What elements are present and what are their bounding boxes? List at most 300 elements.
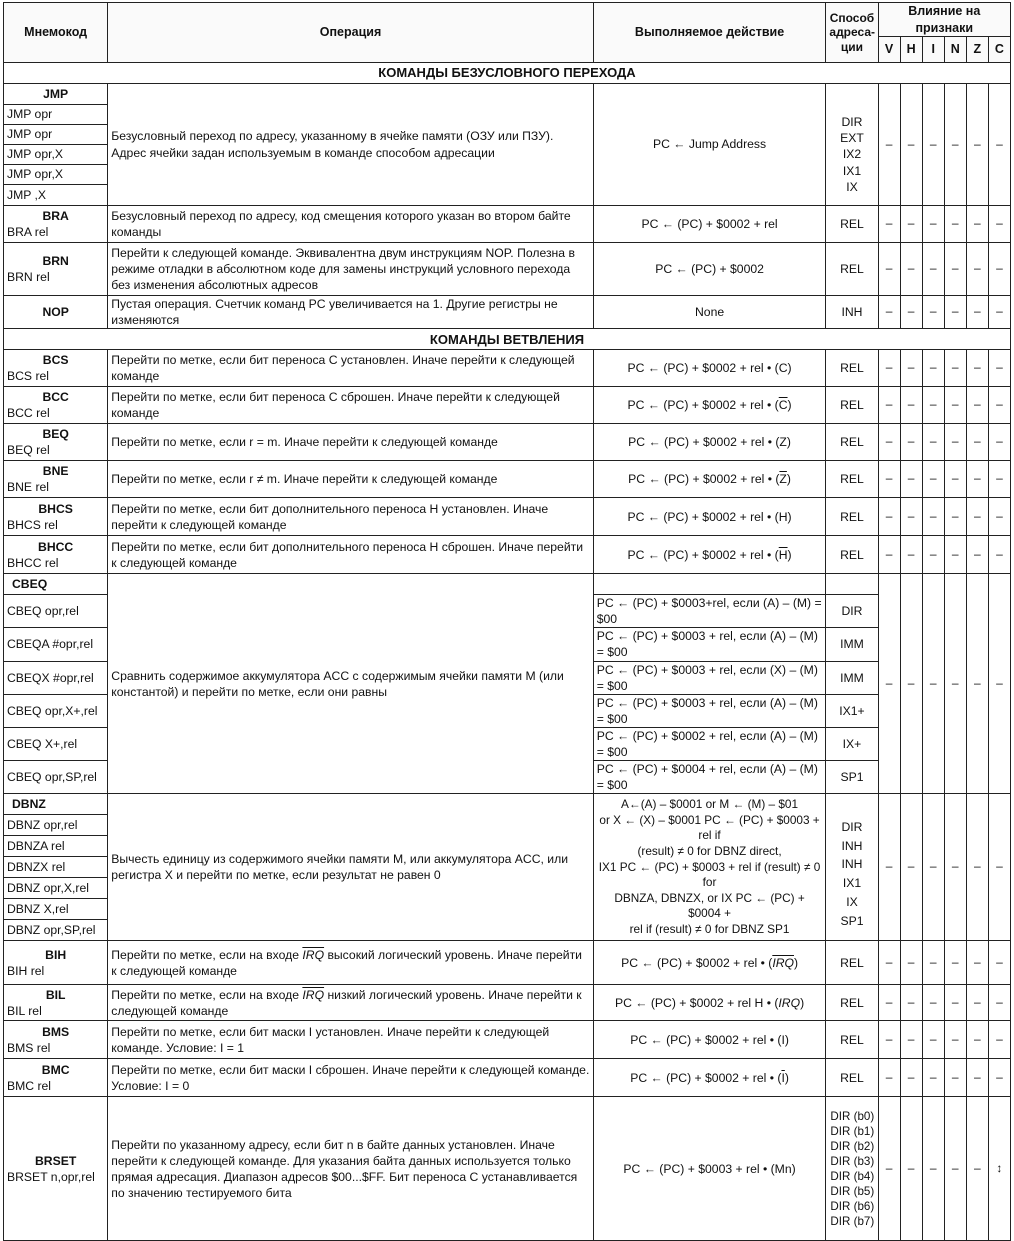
action-cell — [593, 1059, 826, 1097]
flag-cell: – — [922, 1021, 944, 1059]
flag-cell: – — [966, 206, 988, 243]
mnemonic-form: BIL rel — [7, 1003, 42, 1018]
section-row — [4, 63, 1011, 84]
action-line: rel if (result) ≠ 0 for DBNZ SP1 — [629, 921, 790, 936]
mnemonic-cell — [4, 1021, 108, 1059]
flag-cell: – — [900, 574, 922, 794]
table-row — [4, 206, 1011, 243]
operation-cell: Безусловный переход по адресу, указанному в ячейке памяти (ОЗУ или ПЗУ). Адрес ячейки задан используемым в команде способом адресации — [108, 84, 593, 206]
flag-cell: – — [878, 498, 900, 536]
section-title-branch: КОМАНДЫ ВЕТВЛЕНИЯ — [4, 329, 1011, 350]
mnemonic-cell — [4, 350, 108, 387]
flag-cell: – — [988, 985, 1010, 1021]
mnemonic-cell — [4, 387, 108, 424]
flag-cell: – — [966, 1059, 988, 1097]
flag-cell: – — [922, 461, 944, 498]
action-cell: PC ← (PC) + $0002 + rel — [593, 206, 826, 243]
mnemonic-form: BRN rel — [7, 270, 50, 284]
addr-mode: REL — [826, 985, 878, 1021]
mnemonic-form: DBNZ opr,X,rel — [4, 878, 108, 899]
flag-cell: – — [944, 1059, 966, 1097]
addr-mode: IX1 — [842, 163, 862, 178]
flag-cell: – — [900, 206, 922, 243]
addr-mode: REL — [826, 1059, 878, 1097]
action-cell — [593, 941, 826, 985]
table-row — [4, 296, 1011, 329]
action-var: $\overline{IRQ}$ — [772, 955, 794, 970]
mnemonic-group: BIL — [45, 987, 66, 1002]
mnemonic-group: BCC — [42, 390, 69, 405]
flag-cell: – — [922, 536, 944, 574]
flag-cell: – — [878, 424, 900, 461]
flag-cell: – — [944, 206, 966, 243]
mnemonic-form: BMC rel — [7, 1078, 52, 1093]
addr-mode: DIR (b3) — [830, 1154, 875, 1168]
flag-cell: – — [966, 794, 988, 941]
flag-cell: – — [900, 985, 922, 1021]
action-line: (result) ≠ 0 for DBNZ direct, — [637, 843, 782, 858]
action-spacer — [593, 574, 826, 595]
table-row — [4, 350, 1011, 387]
col-operation-header: Операция — [108, 3, 593, 63]
flag-cell: – — [966, 1021, 988, 1059]
addr-mode: REL — [826, 498, 878, 536]
action-cell — [593, 424, 826, 461]
action-cell — [593, 350, 826, 387]
action-cell: PC ← Jump Address — [593, 84, 826, 206]
action-cell — [593, 387, 826, 424]
addr-mode: SP1 — [826, 761, 878, 794]
operation-cell: Перейти по метке, если бит маски I установлен. Иначе перейти к следующей команде. Условие: I = 1 — [108, 1021, 593, 1059]
addr-mode: DIR (b2) — [830, 1139, 875, 1153]
action-cell — [593, 985, 826, 1021]
mnemonic-form: BHCS rel — [7, 517, 58, 532]
operation-text: Перейти по метке, если на входе — [111, 987, 303, 1002]
addr-mode: IMM — [826, 628, 878, 661]
addr-mode: DIR (b6) — [830, 1199, 875, 1213]
flag-cell: – — [944, 794, 966, 941]
flag-cell: – — [944, 243, 966, 296]
mnemonic-group: BHCC — [38, 539, 74, 554]
mnemonic-cell — [4, 498, 108, 536]
addr-mode: IX+ — [826, 727, 878, 760]
addr-mode: REL — [826, 206, 878, 243]
addr-mode: DIR (b4) — [830, 1169, 875, 1183]
mnemonic-form: DBNZ opr,rel — [4, 815, 108, 836]
flag-cell: – — [944, 424, 966, 461]
mnemonic-form: BCS rel — [7, 369, 49, 384]
mnemonic-group: BHCS — [38, 501, 73, 516]
flag-cell: – — [878, 536, 900, 574]
flag-cell: – — [944, 985, 966, 1021]
flag-cell: – — [944, 1097, 966, 1241]
flag-cell: – — [878, 794, 900, 941]
addr-mode: DIR — [841, 115, 863, 130]
addr-mode: REL — [826, 461, 878, 498]
flag-cell: – — [988, 794, 1010, 941]
mnemonic-group: CBEQ — [4, 574, 108, 595]
action-var: C — [778, 361, 788, 376]
action-text: PC ← (PC) + $0002 + rel • ( — [627, 398, 779, 413]
addr-mode: REL — [826, 350, 878, 387]
addr-mode: DIR (b5) — [830, 1184, 875, 1198]
flag-cell: – — [878, 1097, 900, 1241]
addr-mode-cell — [826, 1097, 878, 1241]
mnemonic-form: CBEQ X+,rel — [4, 727, 108, 760]
mnemonic-cell — [4, 206, 108, 243]
flag-cell: – — [988, 941, 1010, 985]
flag-cell: – — [988, 243, 1010, 296]
addr-mode: REL — [826, 941, 878, 985]
mnemonic-group: BNE — [42, 464, 69, 479]
mnemonic-form: BRSET n,opr,rel — [7, 1169, 95, 1184]
flag-cell: – — [988, 574, 1010, 794]
operation-text: Перейти по метке, если на входе — [111, 947, 303, 962]
action-var: $\overline{C}$ — [778, 398, 788, 413]
table-header — [4, 3, 1011, 63]
action-cell: None — [593, 296, 826, 329]
action-text: PC ← (PC) + $0002 + rel • ( — [630, 1032, 782, 1047]
action-cell: PC ← (PC) + $0003 + rel • (Mn) — [593, 1097, 826, 1241]
action-var: H — [778, 509, 788, 524]
operation-text: низкий логический уровень. Иначе перейти к следующей команде — [111, 987, 582, 1018]
mnemonic-form: BIH rel — [7, 963, 45, 978]
action-cell — [593, 536, 826, 574]
addr-mode: INH — [841, 857, 863, 872]
flag-n-header: N — [944, 37, 966, 63]
mnemonic-cell — [4, 985, 108, 1021]
addr-spacer — [826, 574, 878, 595]
table-row — [4, 424, 1011, 461]
flag-cell: – — [900, 941, 922, 985]
flag-cell: – — [900, 1021, 922, 1059]
action-text: PC ← (PC) + $0002 + rel • ( — [627, 509, 779, 524]
action-var: $\overline{H}$ — [778, 547, 788, 562]
flag-h-header: H — [900, 37, 922, 63]
mnemonic-cell — [4, 424, 108, 461]
addr-mode-cell — [826, 84, 878, 206]
section-row — [4, 329, 1011, 350]
flag-cell: – — [988, 1059, 1010, 1097]
action-line: DBNZA, DBNZX, or IX PC ← (PC) + $0004 + — [614, 890, 805, 921]
flag-cell: – — [966, 985, 988, 1021]
action-text: ) — [787, 509, 792, 524]
action-var: $\overline{Z}$ — [779, 472, 787, 487]
operation-cell: Сравнить содержимое аккумулятора ACC с содержимым ячейки памяти M (или константой) и перейти по метке, если они равны — [108, 574, 593, 794]
mnemonic-cell — [4, 461, 108, 498]
flag-cell: – — [922, 1097, 944, 1241]
col-action-header: Выполняемое действие — [593, 3, 826, 63]
action-cell: PC ← (PC) + $0002 + rel, если (A) – (M) = $00 — [593, 727, 826, 760]
action-text: PC ← (PC) + $0002 + rel • ( — [628, 472, 780, 487]
table-row — [4, 84, 1011, 105]
addr-mode: DIR — [826, 595, 878, 628]
mnemonic-form: CBEQ opr,rel — [4, 595, 108, 628]
mnemonic-group: BMC — [41, 1062, 70, 1077]
flag-cell: – — [966, 424, 988, 461]
flag-cell: – — [922, 1059, 944, 1097]
operation-cell: Перейти по метке, если бит дополнительного переноса H установлен. Иначе перейти к следующей команде — [108, 498, 593, 536]
action-text: ) — [787, 398, 792, 413]
table-row — [4, 1021, 1011, 1059]
addr-mode: REL — [826, 243, 878, 296]
operation-cell: Перейти по метке, если бит переноса C установлен. Иначе перейти к следующей команде — [108, 350, 593, 387]
flag-cell: – — [966, 498, 988, 536]
irq-signal: $\overline{IRQ}$ — [302, 947, 325, 962]
flag-cell: – — [966, 296, 988, 329]
flag-cell: – — [944, 84, 966, 206]
mnemonic-group: BRSET — [34, 1153, 77, 1168]
action-text: PC ← (PC) + $0002 + rel H • ( — [614, 995, 779, 1010]
instruction-table — [3, 2, 1011, 1241]
action-var: Z — [779, 435, 787, 450]
mnemonic-cell — [4, 1097, 108, 1241]
mnemonic-group: BRN — [42, 253, 69, 268]
flag-cell: – — [878, 461, 900, 498]
flag-cell: – — [988, 424, 1010, 461]
mnemonic-form: CBEQ opr,X+,rel — [4, 694, 108, 727]
operation-cell: Перейти по метке, если бит маски I сброшен. Иначе перейти к следующей команде. Условие: I = 0 — [108, 1059, 593, 1097]
flag-cell: – — [900, 350, 922, 387]
mnemonic-form: DBNZ opr,SP,rel — [4, 920, 108, 941]
action-text: ) — [787, 361, 792, 376]
action-text: PC ← (PC) + $0002 + rel • ( — [627, 547, 779, 562]
addr-mode-cell — [826, 794, 878, 941]
action-cell: PC ← (PC) + $0004 + rel, если (A) – (M) = $00 — [593, 761, 826, 794]
operation-cell: Перейти по указанному адресу, если бит n в байте данных установлен. Иначе перейти к следующей команде. Для указания байта данных используется только прямая адресация. Диапазон адресов $00...$FF. Бит переноса C устанавливается по значению тестируемого бита — [108, 1097, 593, 1241]
flag-cell: – — [922, 941, 944, 985]
table-row — [4, 498, 1011, 536]
addr-mode: IX — [846, 895, 858, 910]
operation-cell — [108, 985, 593, 1021]
mnemonic-form: BNE rel — [7, 480, 49, 495]
flag-cell: – — [966, 243, 988, 296]
mnemonic-cell — [4, 941, 108, 985]
operation-text: высокий логический уровень. Иначе перейти к следующей команде — [111, 947, 582, 978]
flag-cell: – — [878, 350, 900, 387]
action-cell — [593, 794, 826, 941]
action-line: A←(A) – $0001 or M ← (M) – $01 — [621, 797, 799, 812]
mnemonic-form: DBNZX rel — [4, 857, 108, 878]
flag-cell: – — [878, 574, 900, 794]
flag-cell: – — [922, 296, 944, 329]
flag-cell: – — [900, 296, 922, 329]
action-var: I — [781, 1032, 785, 1047]
table-row — [4, 941, 1011, 985]
flag-cell: – — [900, 387, 922, 424]
action-text: ) — [784, 1070, 789, 1085]
action-text: ) — [786, 472, 791, 487]
operation-cell: Перейти по метке, если r = m. Иначе перейти к следующей команде — [108, 424, 593, 461]
action-cell — [593, 461, 826, 498]
mnemonic-form: BCC rel — [7, 406, 50, 421]
operation-cell: Перейти по метке, если r ≠ m. Иначе перейти к следующей команде — [108, 461, 593, 498]
table-row — [4, 1059, 1011, 1097]
flag-cell: – — [922, 243, 944, 296]
flag-cell: – — [922, 574, 944, 794]
flag-cell: – — [922, 794, 944, 941]
flag-cell: – — [988, 498, 1010, 536]
flag-cell: – — [900, 1097, 922, 1241]
flag-cell: – — [944, 387, 966, 424]
addr-mode: IX1+ — [826, 694, 878, 727]
flag-cell: – — [900, 461, 922, 498]
addr-mode: EXT — [840, 131, 864, 146]
table-row — [4, 243, 1011, 296]
addr-mode: DIR (b0) — [830, 1109, 875, 1123]
flag-z-header: Z — [966, 37, 988, 63]
flag-cell: – — [988, 350, 1010, 387]
mnemonic-form: BMS rel — [7, 1040, 51, 1055]
irq-signal: $\overline{IRQ}$ — [302, 987, 325, 1002]
mnemonic-form: JMP opr — [4, 105, 108, 125]
flag-cell: – — [900, 424, 922, 461]
mnemonic-form: DBNZA rel — [4, 836, 108, 857]
flag-cell: – — [944, 574, 966, 794]
addr-mode: IMM — [826, 661, 878, 694]
operation-cell: Безусловный переход по адресу, код смещения которого указан во втором байте команды — [108, 206, 593, 243]
mnemonic-group: BMS — [42, 1024, 70, 1039]
action-cell — [593, 498, 826, 536]
action-text: ) — [786, 435, 791, 450]
flag-cell: – — [878, 296, 900, 329]
mnemonic-form: DBNZ X,rel — [4, 899, 108, 920]
flag-cell: – — [878, 84, 900, 206]
flag-cell: – — [922, 424, 944, 461]
flag-cell: – — [988, 1021, 1010, 1059]
addr-mode: DIR (b7) — [830, 1215, 875, 1228]
flag-cell: – — [878, 985, 900, 1021]
flag-cell: – — [922, 206, 944, 243]
mnemonic-form: CBEQX #opr,rel — [4, 661, 108, 694]
table-row — [4, 461, 1011, 498]
mnemonic-group: DBNZ — [4, 794, 108, 815]
col-mnemonic-header: Мнемокод — [4, 3, 108, 63]
flag-cell: – — [966, 84, 988, 206]
mnemonic-group: BCS — [42, 353, 69, 368]
flag-cell: – — [878, 243, 900, 296]
flag-cell: – — [988, 461, 1010, 498]
table-row — [4, 536, 1011, 574]
table-row — [4, 1097, 1011, 1241]
flag-c-header: C — [988, 37, 1010, 63]
addr-mode: REL — [826, 424, 878, 461]
flag-cell: – — [944, 350, 966, 387]
action-text: PC ← (PC) + $0002 + rel • ( — [628, 435, 780, 450]
action-cell: PC ← (PC) + $0003 + rel, если (X) – (M) = $00 — [593, 661, 826, 694]
flag-cell: – — [944, 536, 966, 574]
addr-mode: INH — [841, 838, 863, 853]
addr-mode: REL — [826, 536, 878, 574]
flag-cell: – — [944, 296, 966, 329]
action-line: or X ← (X) – $0001 PC ← (PC) + $0003 + rel if — [599, 812, 820, 843]
mnemonic-form: CBEQ opr,SP,rel — [4, 761, 108, 794]
flag-cell: – — [878, 1059, 900, 1097]
col-flags-header: Влияние на признаки — [878, 3, 1010, 37]
operation-cell: Перейти по метке, если бит переноса C сброшен. Иначе перейти к следующей команде — [108, 387, 593, 424]
flag-cell: – — [922, 985, 944, 1021]
operation-cell: Перейти по метке, если бит дополнительного переноса H сброшен. Иначе перейти к следующей команде — [108, 536, 593, 574]
action-cell: PC ← (PC) + $0003 + rel, если (A) – (M) = $00 — [593, 694, 826, 727]
flag-cell: – — [878, 1021, 900, 1059]
action-text: ) — [800, 995, 805, 1010]
action-text: PC ← (PC) + $0002 + rel • ( — [621, 955, 773, 970]
operation-cell: Перейти к следующей команде. Эквивалентна двум инструкциям NOP. Полезна в режиме отладки в абсолютном коде для замены инструкций условного перехода без изменения абсолютных адресов — [108, 243, 593, 296]
addr-mode: REL — [826, 387, 878, 424]
flag-cell: – — [966, 461, 988, 498]
section-title-unconditional: КОМАНДЫ БЕЗУСЛОВНОГО ПЕРЕХОДА — [4, 63, 1011, 84]
mnemonic-cell — [4, 1059, 108, 1097]
flag-cell: – — [988, 387, 1010, 424]
mnemonic-form: JMP opr — [4, 125, 108, 145]
flag-cell: – — [900, 498, 922, 536]
mnemonic-group: BRA — [42, 208, 69, 223]
addr-mode: DIR (b1) — [830, 1124, 875, 1138]
action-text: ) — [787, 547, 792, 562]
addr-mode: INH — [826, 296, 878, 329]
flag-cell: – — [966, 350, 988, 387]
mnemonic-group: JMP — [4, 84, 108, 105]
table-row — [4, 794, 1011, 815]
flag-cell: – — [966, 941, 988, 985]
addr-mode: IX1 — [842, 876, 862, 891]
flag-cell: – — [900, 794, 922, 941]
action-cell — [593, 1021, 826, 1059]
action-var: $\overline{I}$ — [781, 1070, 785, 1085]
addr-mode: REL — [826, 1021, 878, 1059]
flag-cell: – — [878, 206, 900, 243]
addr-mode: IX2 — [842, 147, 862, 162]
flag-cell: – — [878, 941, 900, 985]
flag-cell: – — [966, 1097, 988, 1241]
flag-cell: – — [988, 84, 1010, 206]
action-text: PC ← (PC) + $0002 + rel • ( — [630, 1070, 782, 1085]
action-cell: PC ← (PC) + $0003 + rel, если (A) – (M) = $00 — [593, 628, 826, 661]
operation-cell — [108, 941, 593, 985]
mnemonic-cell — [4, 536, 108, 574]
mnemonic-form: CBEQA #opr,rel — [4, 628, 108, 661]
flag-cell: – — [988, 296, 1010, 329]
flag-cell: – — [878, 387, 900, 424]
action-cell: PC ← (PC) + $0002 — [593, 243, 826, 296]
col-addr-header: Способ адреса-ции — [826, 3, 878, 63]
addr-mode: IX — [846, 179, 858, 194]
mnemonic-group: NOP — [4, 296, 108, 329]
flag-cell: – — [944, 941, 966, 985]
mnemonic-group: BIH — [45, 947, 67, 962]
flag-cell: – — [900, 243, 922, 296]
flag-cell: – — [988, 536, 1010, 574]
table-row — [4, 985, 1011, 1021]
operation-cell: Пустая операция. Счетчик команд PC увеличивается на 1. Другие регистры не изменяются — [108, 296, 593, 329]
action-line: IX1 PC ← (PC) + $0003 + rel if (result) ≠ 0 for — [598, 859, 821, 890]
flag-i-header: I — [922, 37, 944, 63]
flag-cell: – — [922, 350, 944, 387]
mnemonic-form: JMP opr,X — [4, 145, 108, 165]
mnemonic-form: BHCC rel — [7, 555, 59, 570]
mnemonic-form: BRA rel — [7, 225, 49, 239]
flag-cell: – — [944, 461, 966, 498]
flag-cell: – — [900, 1059, 922, 1097]
action-text: ) — [784, 1032, 789, 1047]
flag-cell: – — [944, 498, 966, 536]
action-var: IRQ — [778, 995, 801, 1010]
flag-cell: – — [900, 84, 922, 206]
addr-mode: DIR — [841, 819, 863, 834]
operation-cell: Вычесть единицу из содержимого ячейки памяти M, или аккумулятора ACC, или регистра X и перейти по метке, если результат не равен 0 — [108, 794, 593, 941]
flag-cell: – — [922, 84, 944, 206]
flag-cell: – — [944, 1021, 966, 1059]
